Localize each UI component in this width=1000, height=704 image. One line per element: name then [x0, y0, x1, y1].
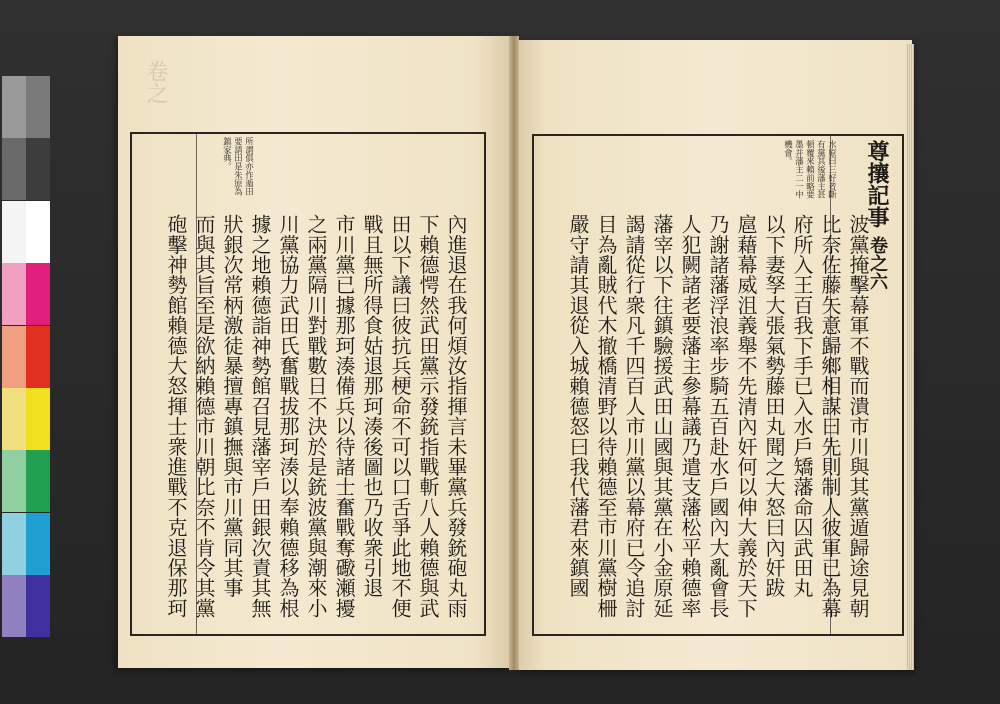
left-annotation-2: 要請田是朱原為	[233, 137, 244, 196]
right-text-column: 人犯闕諸老要藩主參幕議乃遣支藩松平賴德率	[678, 214, 702, 618]
calibration-swatch	[2, 575, 26, 637]
left-text-column: 下賴德愕然武田黨示發銃指戰斬八人賴德與武	[416, 214, 440, 618]
right-text-column: 以下妻孥大張氣勢藤田丸聞之大怒曰內奸跋	[762, 214, 786, 598]
color-calibration-strip	[2, 76, 50, 638]
left-text-column: 戰且無所得食姑退那珂湊後圖也乃收衆引退	[360, 214, 384, 598]
right-text-column: 嚴守請其退從入城賴德怒曰我代藩君來鎮國	[566, 214, 590, 598]
calibration-swatch	[26, 575, 50, 637]
right-text-column: 藩宰以下往鎮驗援武田山國與其黨在小金原延	[650, 214, 674, 618]
calibration-swatch	[26, 263, 50, 325]
right-annotation-5: 機會。	[783, 140, 794, 166]
right-text-column: 比奈佐藤矢意歸鄉相謀曰先則制人彼軍已為幕	[818, 214, 842, 618]
calibration-swatch	[2, 201, 26, 263]
left-annotation-1: 所謂俱亦作遁田	[244, 137, 255, 196]
calibration-swatch	[26, 201, 50, 263]
left-text-column: 內進退在我何煩汝指揮言未畢黨兵發銃砲丸雨	[444, 214, 468, 618]
calibration-swatch	[26, 513, 50, 575]
book-gutter	[509, 36, 519, 670]
right-annotation-4: 墨并藩主二一中	[794, 140, 805, 199]
calibration-swatch	[26, 388, 50, 450]
calibration-swatch	[26, 138, 50, 200]
calibration-swatch	[2, 263, 26, 325]
calibration-swatch	[2, 76, 26, 138]
calibration-swatch	[2, 388, 26, 450]
left-text-column: 砲擊神勢館賴德大怒揮士衆進戰不克退保那珂	[164, 214, 188, 618]
calibration-swatch	[26, 76, 50, 138]
left-text-column: 之兩黨隔川對戰數日不決於是銃波黨與潮來小	[304, 214, 328, 618]
right-annotation-1: 水原曰三好者斷	[827, 140, 838, 199]
calibration-swatch	[26, 326, 50, 388]
calibration-swatch	[2, 326, 26, 388]
left-annotation-3: 鎮家典。	[222, 137, 233, 171]
calibration-swatch	[2, 138, 26, 200]
left-text-column: 市川黨已據那珂湊備兵以待諸士奮戰奪礮瀬擾	[332, 214, 356, 618]
left-text-column: 狀銀次常柄激徒暴擅專鎮撫與市川黨同其事	[220, 214, 244, 598]
right-text-column: 目為亂賊代木撤橋清野以待賴德至市川黨樹柵	[594, 214, 618, 618]
right-annotation-3: 頓覆來賴前略要	[805, 140, 816, 199]
calibration-swatch	[26, 450, 50, 512]
left-text-column: 而與其旨至是欲納賴德市川朝比奈不肯令其黨	[192, 214, 216, 618]
left-text-column: 川黨協力武田氏奮戰拔那珂湊以奉賴德移為根	[276, 214, 300, 618]
right-text-column: 乃謝諸藩浮浪率步騎五百赴水戶國內大亂會長	[706, 214, 730, 618]
bleed-through: 卷之	[143, 60, 168, 104]
right-text-column: 謁請從行衆凡千四百人市川黨以幕府已令追討	[622, 214, 646, 618]
volume-label: 卷之六	[867, 236, 888, 290]
left-text-column: 田以下議曰彼抗兵梗命不可以口舌爭此地不便	[388, 214, 412, 618]
page-edge	[906, 44, 914, 670]
right-text-column: 波黨掩擊幕軍不戰而潰市川與其黨遁歸途見朝	[846, 214, 870, 618]
calibration-swatch	[2, 513, 26, 575]
book-title: 尊攘記事	[864, 140, 890, 228]
right-annotation-2: 有黨其後藩主甚	[816, 140, 827, 199]
right-text-column: 扈藉幕威沮義舉不先清內奸何以伸大義於天下	[734, 214, 758, 618]
left-text-column: 據之地賴德詣神勢館召見藩宰戶田銀次責其無	[248, 214, 272, 618]
right-text-column: 府所入王百我下手已入水戶矯藩命囚武田丸	[790, 214, 814, 598]
calibration-swatch	[2, 450, 26, 512]
